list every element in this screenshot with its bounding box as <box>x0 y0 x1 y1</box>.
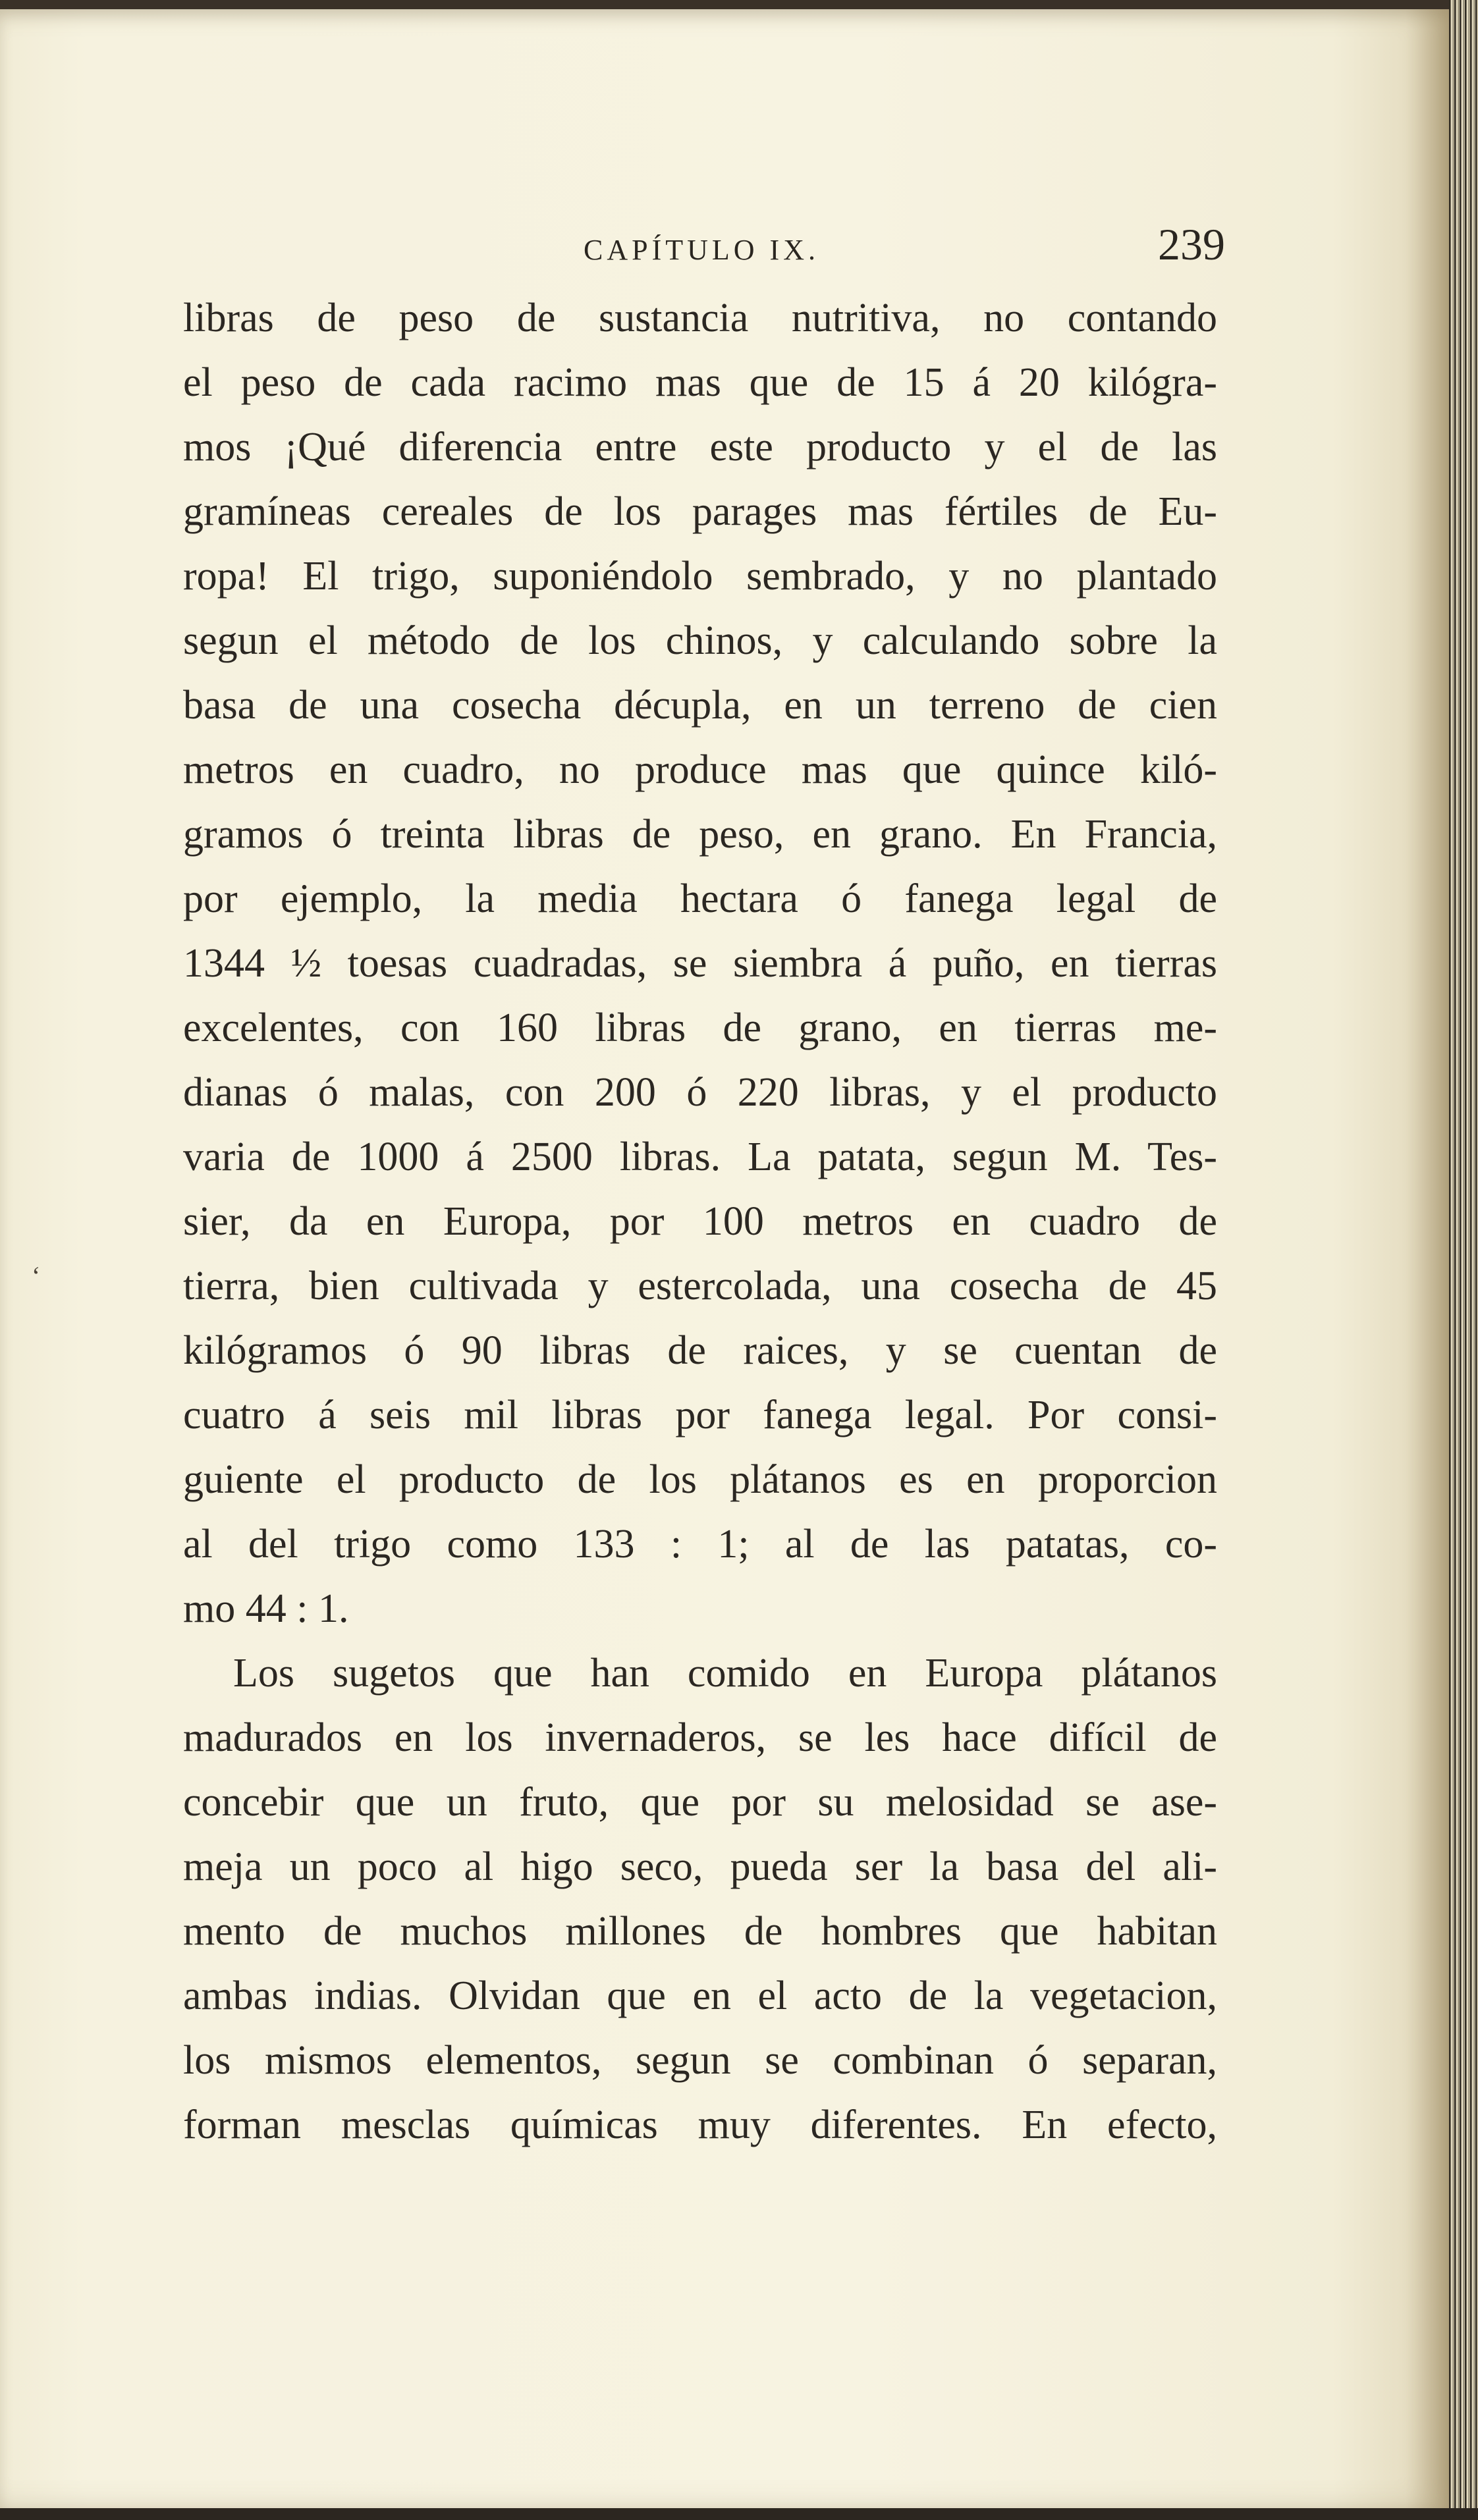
text-line: varia de 1000 á 2500 libras. La patata, segun M. Tes- <box>183 1135 1217 1179</box>
text-line: kilógramos ó 90 libras de raices, y se cuentan de <box>183 1328 1217 1373</box>
text-line: excelentes, con 160 libras de grano, en tierras me- <box>183 1005 1217 1050</box>
running-head: CAPÍTULO IX. <box>584 234 819 266</box>
text-line: guiente el producto de los plátanos es en proporcion <box>183 1457 1217 1502</box>
text-line: Los sugetos que han comido en Europa plátanos <box>233 1651 1217 1696</box>
text-line: meja un poco al higo seco, pueda ser la basa del ali- <box>183 1844 1217 1889</box>
text-line: mo 44 : 1. <box>183 1586 349 1631</box>
text-line: gramos ó treinta libras de peso, en grano. En Francia, <box>183 812 1217 857</box>
page-edges <box>1449 0 1478 2520</box>
text-line: 1344 ½ toesas cuadradas, se siembra á puño, en tierras <box>183 941 1217 986</box>
text-line: dianas ó malas, con 200 ó 220 libras, y el producto <box>183 1070 1217 1115</box>
page-header <box>178 219 1225 278</box>
text-line: ropa! El trigo, suponiéndolo sembrado, y no plantado <box>183 554 1217 599</box>
text-line: basa de una cosecha décupla, en un terreno de cien <box>183 683 1217 728</box>
text-line: por ejemplo, la media hectara ó fanega legal de <box>183 876 1217 921</box>
text-line: gramíneas cereales de los parages mas fértiles de Eu- <box>183 489 1217 534</box>
text-line: metros en cuadro, no produce mas que quince kiló- <box>183 747 1217 792</box>
text-line: segun el método de los chinos, y calculando sobre la <box>183 618 1217 663</box>
text-line: concebir que un fruto, que por su melosidad se ase- <box>183 1780 1217 1825</box>
text-line: ambas indias. Olvidan que en el acto de la vegetacion, <box>183 1973 1217 2018</box>
body-text <box>183 286 1217 2157</box>
text-line: cuatro á seis mil libras por fanega legal. Por consi- <box>183 1393 1217 1437</box>
text-line: los mismos elementos, segun se combinan ó separan, <box>183 2038 1217 2083</box>
text-line: mento de muchos millones de hombres que habitan <box>183 1909 1217 1954</box>
margin-mark: ʻ <box>32 1261 41 1291</box>
text-line: tierra, bien cultivada y estercolada, una cosecha de 45 <box>183 1264 1217 1308</box>
text-line: madurados en los invernaderos, se les hace difícil de <box>183 1715 1217 1760</box>
text-line: forman mesclas químicas muy diferentes. En efecto, <box>183 2103 1217 2147</box>
page-number: 239 <box>1158 219 1225 269</box>
text-line: el peso de cada racimo mas que de 15 á 20 kilógra- <box>183 360 1217 405</box>
book-page <box>0 9 1449 2508</box>
text-line: sier, da en Europa, por 100 metros en cuadro de <box>183 1199 1217 1244</box>
bottom-edge <box>0 2508 1478 2520</box>
text-line: libras de peso de sustancia nutritiva, no contando <box>183 296 1217 340</box>
text-line: mos ¡Qué diferencia entre este producto y el de las <box>183 425 1217 469</box>
text-line: al del trigo como 133 : 1; al de las patatas, co- <box>183 1522 1217 1567</box>
